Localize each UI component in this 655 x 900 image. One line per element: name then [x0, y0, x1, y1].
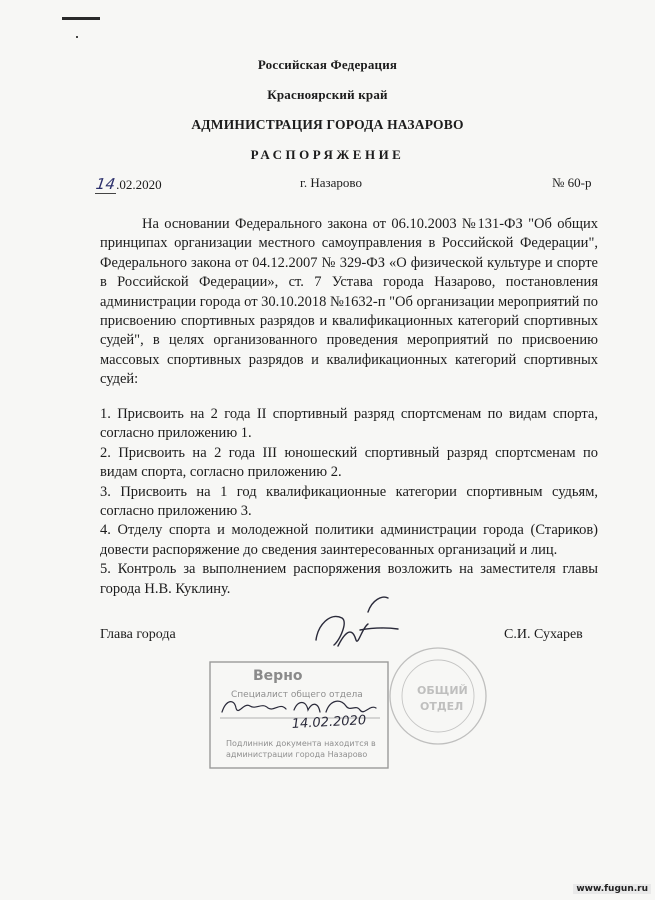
stamp-handwritten-date: 14.02.2020 — [291, 713, 367, 732]
stamp-title: Верно — [253, 668, 303, 684]
document-city: г. Назарово — [300, 175, 362, 190]
rectangular-stamp — [210, 662, 388, 768]
signatory-position: Глава города — [100, 627, 176, 642]
organization-heading: АДМИНИСТРАЦИЯ ГОРОДА НАЗАРОВО — [191, 117, 464, 132]
document-type-heading: РАСПОРЯЖЕНИЕ — [250, 147, 405, 162]
stamp-line-1: Специалист общего отдела — [231, 690, 363, 700]
seal-line-1: ОБЩИЙ — [417, 684, 468, 697]
order-item-1: 1. Присвоить на 2 года II спортивный разряд спортсменам по видам спорта, согласно приложению 1. — [100, 406, 598, 442]
stamp-line-2: Подлинник документа находится в — [226, 739, 376, 748]
handwritten-signature — [316, 597, 398, 646]
order-item-5: 5. Контроль за выполнением распоряжения возложить на заместителя главы города Н.В. Куклину. — [100, 561, 598, 597]
country-heading: Российская Федерация — [257, 57, 398, 72]
region-heading: Красноярский край — [267, 87, 388, 102]
seal-line-2: ОТДЕЛ — [420, 700, 464, 713]
preamble-paragraph: На основании Федерального закона от 06.10.2003 №131-ФЗ "Об общих принципах организации местного самоуправления в Российской Федерации", Федерального закона от 04.12.2007 № 329-ФЗ «О физической культуре и спорте в Российской Федерации», ст. 7 Устава города Назарово, постановления администрации города от 30.10.2018 №1632-п "Об организации мероприятий по присвоению спортивных разрядов и квалификационных категорий спортивных судей", в целях организованного проведения мероприятий по присвоению массовых спортивных разрядов и квалификационных категорий спортивных судей: — [100, 216, 599, 388]
handwritten-day: 14 — [94, 175, 117, 193]
order-item-4: 4. Отделу спорта и молодежной политики администрации города (Стариков) довести распоряжение до сведения заинтересованных организаций и лиц. — [100, 522, 598, 558]
round-seal — [390, 648, 486, 744]
order-item-3: 3. Присвоить на 1 год квалификационные категории спортивным судьям, согласно приложению 3. — [100, 483, 598, 520]
date-rest: .02.2020 — [116, 177, 162, 192]
site-watermark: www.fugun.ru — [573, 884, 651, 894]
document-number: № 60-р — [552, 175, 592, 190]
stamp-handwriting — [222, 701, 376, 712]
order-item-2: 2. Присвоить на 2 года III юношеский спортивный разряд спортсменам по видам спорта, согласно приложению 2. — [100, 444, 598, 481]
stamp-line-3: администрации города Назарово — [226, 750, 368, 759]
signatory-name: С.И. Сухарев — [504, 627, 583, 642]
